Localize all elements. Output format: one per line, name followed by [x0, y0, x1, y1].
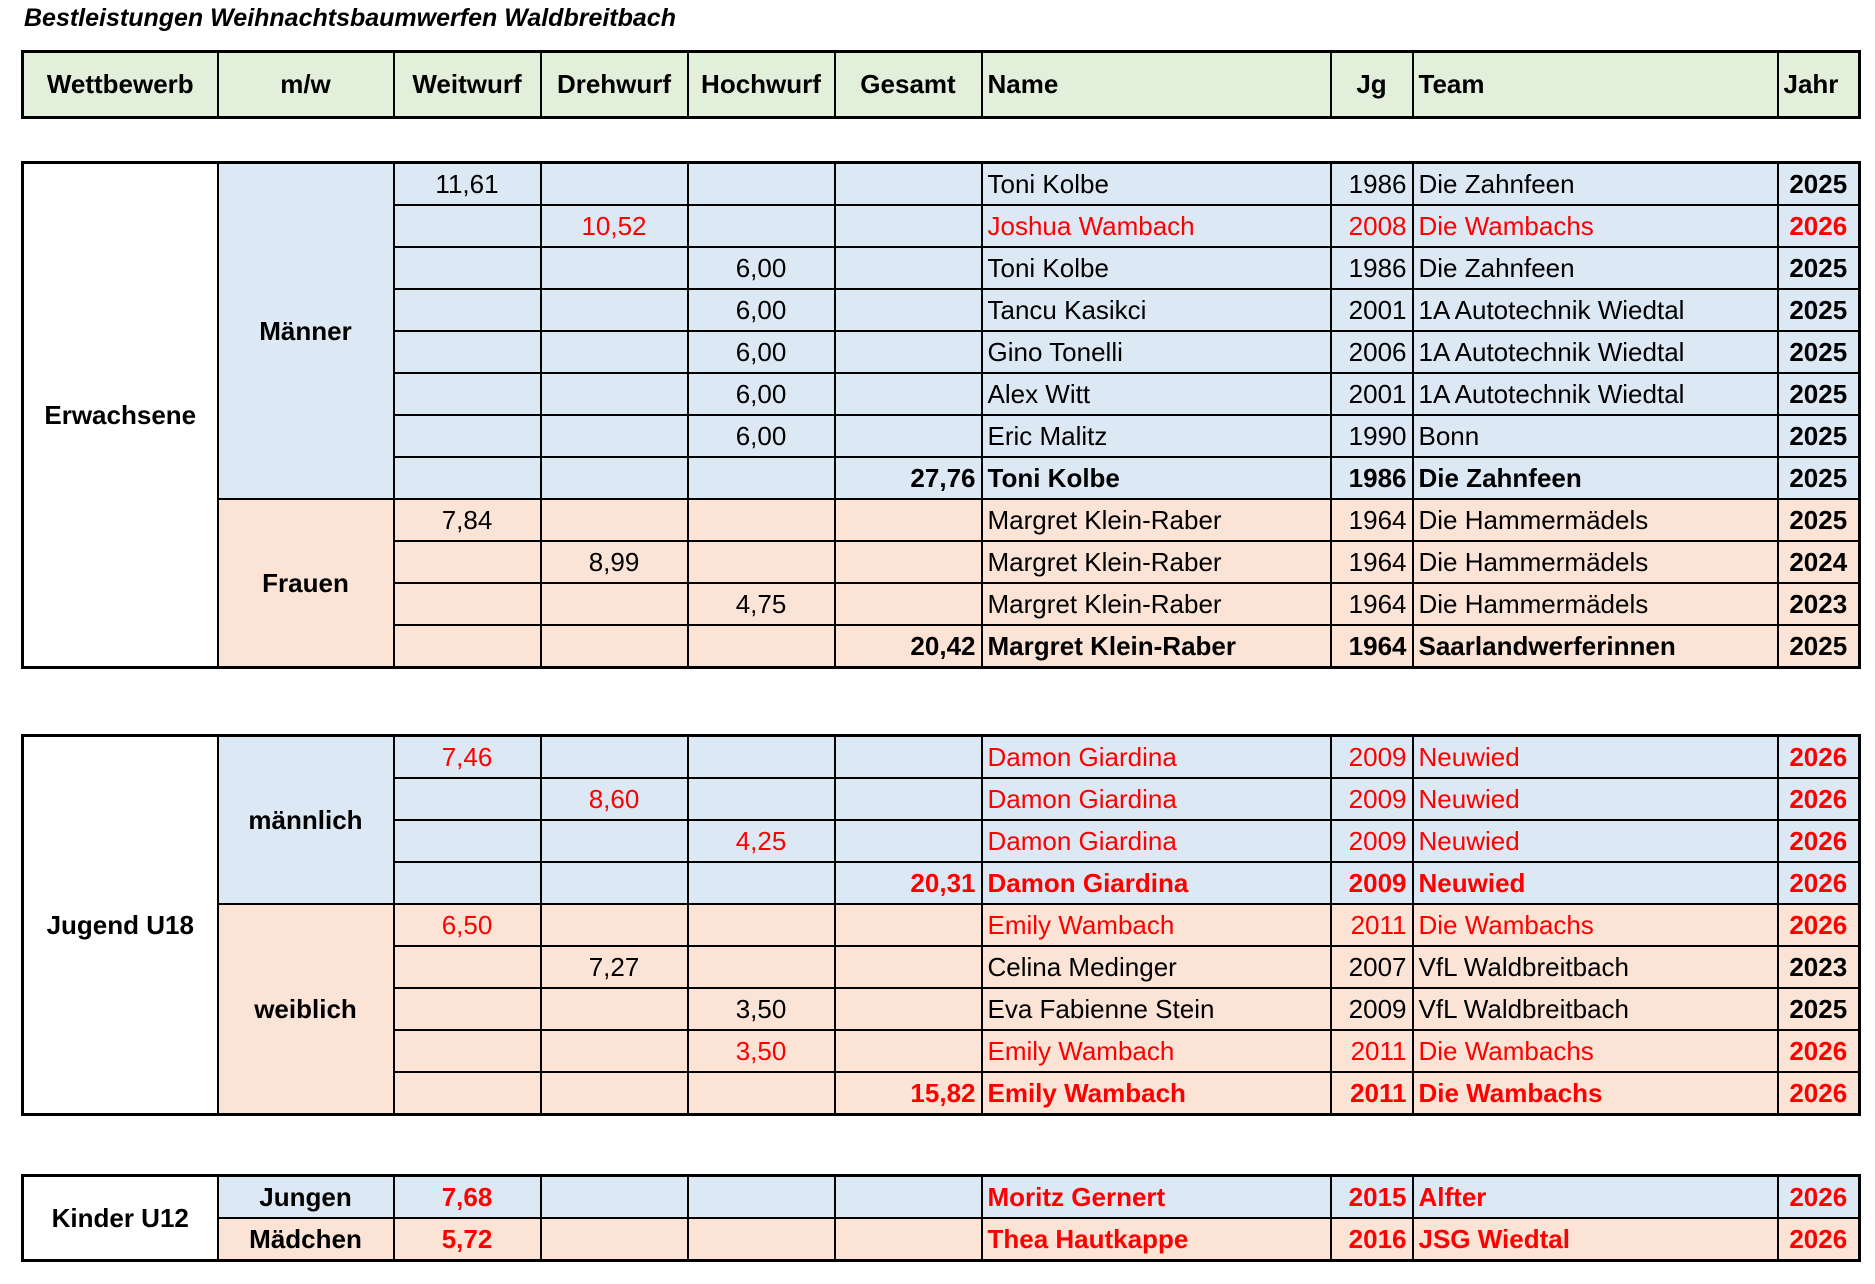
name-cell: Celina Medinger [982, 946, 1331, 988]
hochwurf-cell [688, 205, 835, 247]
jg-cell: 2008 [1331, 205, 1413, 247]
gesamt-cell: 27,76 [835, 457, 982, 499]
gesamt-cell [835, 541, 982, 583]
jahr-cell: 2025 [1778, 625, 1860, 668]
gesamt-cell [835, 415, 982, 457]
group-label: Frauen [218, 499, 394, 668]
team-cell: 1A Autotechnik Wiedtal [1413, 331, 1778, 373]
competition-label: Kinder U12 [23, 1176, 218, 1261]
jahr-cell: 2026 [1778, 1218, 1860, 1261]
jahr-cell: 2025 [1778, 373, 1860, 415]
drehwurf-cell [541, 289, 688, 331]
hochwurf-cell [688, 499, 835, 541]
hochwurf-cell: 4,75 [688, 583, 835, 625]
jg-cell: 2001 [1331, 289, 1413, 331]
gesamt-cell [835, 1218, 982, 1261]
gesamt-cell [835, 205, 982, 247]
table-row [23, 163, 1860, 206]
drehwurf-cell [541, 331, 688, 373]
hochwurf-cell: 3,50 [688, 1030, 835, 1072]
gesamt-cell [835, 778, 982, 820]
weitwurf-cell: 7,46 [394, 736, 541, 779]
drehwurf-cell: 8,99 [541, 541, 688, 583]
name-cell: Emily Wambach [982, 1072, 1331, 1115]
team-cell: VfL Waldbreitbach [1413, 946, 1778, 988]
name-cell: Damon Giardina [982, 862, 1331, 904]
name-cell: Emily Wambach [982, 904, 1331, 946]
weitwurf-cell [394, 457, 541, 499]
drehwurf-cell [541, 499, 688, 541]
team-cell: Neuwied [1413, 820, 1778, 862]
gesamt-cell [835, 1176, 982, 1219]
weitwurf-cell [394, 1072, 541, 1115]
team-cell: Neuwied [1413, 862, 1778, 904]
drehwurf-cell: 8,60 [541, 778, 688, 820]
header-hochwurf: Hochwurf [688, 52, 835, 118]
name-cell: Toni Kolbe [982, 163, 1331, 206]
hochwurf-cell [688, 163, 835, 206]
team-cell: 1A Autotechnik Wiedtal [1413, 373, 1778, 415]
hochwurf-cell [688, 1072, 835, 1115]
gesamt-cell [835, 373, 982, 415]
drehwurf-cell [541, 820, 688, 862]
page-title: Bestleistungen Weihnachtsbaumwerfen Waldbreitbach [24, 4, 676, 32]
name-cell: Joshua Wambach [982, 205, 1331, 247]
hochwurf-cell: 6,00 [688, 247, 835, 289]
weitwurf-cell [394, 778, 541, 820]
jahr-cell: 2026 [1778, 1030, 1860, 1072]
gesamt-cell [835, 736, 982, 779]
header-gesamt: Gesamt [835, 52, 982, 118]
team-cell: Alfter [1413, 1176, 1778, 1219]
team-cell: Die Zahnfeen [1413, 163, 1778, 206]
team-cell: Die Hammermädels [1413, 541, 1778, 583]
hochwurf-cell [688, 946, 835, 988]
team-cell: Neuwied [1413, 736, 1778, 779]
weitwurf-cell: 5,72 [394, 1218, 541, 1261]
group-label: männlich [218, 736, 394, 905]
jg-cell: 2009 [1331, 988, 1413, 1030]
weitwurf-cell [394, 289, 541, 331]
gesamt-cell [835, 163, 982, 206]
hochwurf-cell [688, 862, 835, 904]
table-row [23, 1218, 1860, 1261]
drehwurf-cell [541, 247, 688, 289]
jg-cell: 1964 [1331, 583, 1413, 625]
jg-cell: 1986 [1331, 247, 1413, 289]
jg-cell: 1990 [1331, 415, 1413, 457]
weitwurf-cell: 7,84 [394, 499, 541, 541]
gesamt-cell [835, 499, 982, 541]
header-mw: m/w [218, 52, 394, 118]
gesamt-cell [835, 946, 982, 988]
team-cell: Bonn [1413, 415, 1778, 457]
header-jg: Jg [1331, 52, 1413, 118]
weitwurf-cell [394, 946, 541, 988]
hochwurf-cell [688, 457, 835, 499]
name-cell: Toni Kolbe [982, 457, 1331, 499]
jahr-cell: 2023 [1778, 946, 1860, 988]
jahr-cell: 2025 [1778, 499, 1860, 541]
team-cell: Die Hammermädels [1413, 583, 1778, 625]
jahr-cell: 2026 [1778, 1176, 1860, 1219]
weitwurf-cell: 11,61 [394, 163, 541, 206]
weitwurf-cell: 7,68 [394, 1176, 541, 1219]
hochwurf-cell [688, 778, 835, 820]
team-cell: Die Zahnfeen [1413, 457, 1778, 499]
hochwurf-cell [688, 736, 835, 779]
name-cell: Damon Giardina [982, 820, 1331, 862]
weitwurf-cell [394, 247, 541, 289]
jg-cell: 2016 [1331, 1218, 1413, 1261]
name-cell: Emily Wambach [982, 1030, 1331, 1072]
jg-cell: 2007 [1331, 946, 1413, 988]
jg-cell: 1986 [1331, 457, 1413, 499]
jahr-cell: 2025 [1778, 289, 1860, 331]
gesamt-cell: 20,42 [835, 625, 982, 668]
jahr-cell: 2025 [1778, 415, 1860, 457]
name-cell: Margret Klein-Raber [982, 625, 1331, 668]
hochwurf-cell [688, 625, 835, 668]
header-jahr: Jahr [1778, 52, 1860, 118]
drehwurf-cell [541, 1030, 688, 1072]
jg-cell: 1964 [1331, 625, 1413, 668]
weitwurf-cell [394, 1030, 541, 1072]
team-cell: Die Wambachs [1413, 904, 1778, 946]
name-cell: Damon Giardina [982, 778, 1331, 820]
drehwurf-cell [541, 415, 688, 457]
name-cell: Gino Tonelli [982, 331, 1331, 373]
gesamt-cell [835, 988, 982, 1030]
jahr-cell: 2026 [1778, 205, 1860, 247]
competition-label: Jugend U18 [23, 736, 218, 1115]
drehwurf-cell [541, 625, 688, 668]
gesamt-cell [835, 583, 982, 625]
team-cell: Die Wambachs [1413, 1030, 1778, 1072]
jg-cell: 2009 [1331, 778, 1413, 820]
drehwurf-cell [541, 583, 688, 625]
header-table [21, 50, 1861, 119]
jg-cell: 2009 [1331, 736, 1413, 779]
gesamt-cell: 20,31 [835, 862, 982, 904]
drehwurf-cell [541, 862, 688, 904]
jahr-cell: 2025 [1778, 331, 1860, 373]
team-cell: Die Zahnfeen [1413, 247, 1778, 289]
header-weitwurf: Weitwurf [394, 52, 541, 118]
group-label: Jungen [218, 1176, 394, 1219]
hochwurf-cell: 6,00 [688, 415, 835, 457]
header-drehwurf: Drehwurf [541, 52, 688, 118]
jahr-cell: 2025 [1778, 247, 1860, 289]
drehwurf-cell [541, 1218, 688, 1261]
header-team: Team [1413, 52, 1778, 118]
jahr-cell: 2025 [1778, 163, 1860, 206]
name-cell: Eric Malitz [982, 415, 1331, 457]
group-label: Männer [218, 163, 394, 500]
hochwurf-cell: 6,00 [688, 331, 835, 373]
team-cell: Die Wambachs [1413, 205, 1778, 247]
header-name: Name [982, 52, 1331, 118]
jahr-cell: 2026 [1778, 1072, 1860, 1115]
drehwurf-cell [541, 373, 688, 415]
jahr-cell: 2025 [1778, 988, 1860, 1030]
gesamt-cell: 15,82 [835, 1072, 982, 1115]
jahr-cell: 2026 [1778, 862, 1860, 904]
jahr-cell: 2026 [1778, 904, 1860, 946]
jahr-cell: 2026 [1778, 736, 1860, 779]
jg-cell: 2011 [1331, 1072, 1413, 1115]
name-cell: Tancu Kasikci [982, 289, 1331, 331]
gesamt-cell [835, 289, 982, 331]
name-cell: Margret Klein-Raber [982, 541, 1331, 583]
weitwurf-cell [394, 820, 541, 862]
weitwurf-cell [394, 625, 541, 668]
competition-label: Erwachsene [23, 163, 218, 668]
team-cell: Neuwied [1413, 778, 1778, 820]
weitwurf-cell [394, 415, 541, 457]
jg-cell: 2009 [1331, 862, 1413, 904]
hochwurf-cell [688, 1176, 835, 1219]
team-cell: 1A Autotechnik Wiedtal [1413, 289, 1778, 331]
drehwurf-cell: 10,52 [541, 205, 688, 247]
hochwurf-cell: 6,00 [688, 289, 835, 331]
group-label: weiblich [218, 904, 394, 1115]
gesamt-cell [835, 820, 982, 862]
drehwurf-cell [541, 736, 688, 779]
hochwurf-cell: 3,50 [688, 988, 835, 1030]
name-cell: Toni Kolbe [982, 247, 1331, 289]
weitwurf-cell: 6,50 [394, 904, 541, 946]
drehwurf-cell [541, 904, 688, 946]
name-cell: Margret Klein-Raber [982, 583, 1331, 625]
table-row [23, 499, 1860, 541]
jg-cell: 2011 [1331, 904, 1413, 946]
jg-cell: 1986 [1331, 163, 1413, 206]
section-table [21, 734, 1861, 1116]
jahr-cell: 2026 [1778, 820, 1860, 862]
gesamt-cell [835, 331, 982, 373]
name-cell: Alex Witt [982, 373, 1331, 415]
table-row [23, 1176, 1860, 1219]
team-cell: Die Wambachs [1413, 1072, 1778, 1115]
weitwurf-cell [394, 583, 541, 625]
drehwurf-cell [541, 1176, 688, 1219]
drehwurf-cell: 7,27 [541, 946, 688, 988]
hochwurf-cell [688, 904, 835, 946]
hochwurf-cell [688, 1218, 835, 1261]
jg-cell: 2011 [1331, 1030, 1413, 1072]
header-wettbewerb: Wettbewerb [23, 52, 218, 118]
team-cell: JSG Wiedtal [1413, 1218, 1778, 1261]
gesamt-cell [835, 1030, 982, 1072]
jahr-cell: 2024 [1778, 541, 1860, 583]
jg-cell: 2001 [1331, 373, 1413, 415]
weitwurf-cell [394, 988, 541, 1030]
hochwurf-cell: 4,25 [688, 820, 835, 862]
name-cell: Damon Giardina [982, 736, 1331, 779]
jg-cell: 1964 [1331, 499, 1413, 541]
table-row [23, 736, 1860, 779]
jahr-cell: 2026 [1778, 778, 1860, 820]
weitwurf-cell [394, 862, 541, 904]
name-cell: Thea Hautkappe [982, 1218, 1331, 1261]
weitwurf-cell [394, 541, 541, 583]
gesamt-cell [835, 904, 982, 946]
section-table [21, 161, 1861, 669]
team-cell: VfL Waldbreitbach [1413, 988, 1778, 1030]
name-cell: Margret Klein-Raber [982, 499, 1331, 541]
jg-cell: 2006 [1331, 331, 1413, 373]
drehwurf-cell [541, 457, 688, 499]
drehwurf-cell [541, 1072, 688, 1115]
jahr-cell: 2025 [1778, 457, 1860, 499]
team-cell: Die Hammermädels [1413, 499, 1778, 541]
weitwurf-cell [394, 205, 541, 247]
name-cell: Eva Fabienne Stein [982, 988, 1331, 1030]
jahr-cell: 2023 [1778, 583, 1860, 625]
table-row [23, 904, 1860, 946]
weitwurf-cell [394, 331, 541, 373]
team-cell: Saarlandwerferinnen [1413, 625, 1778, 668]
section-table [21, 1174, 1861, 1262]
jg-cell: 2009 [1331, 820, 1413, 862]
hochwurf-cell [688, 541, 835, 583]
name-cell: Moritz Gernert [982, 1176, 1331, 1219]
jg-cell: 2015 [1331, 1176, 1413, 1219]
drehwurf-cell [541, 163, 688, 206]
drehwurf-cell [541, 988, 688, 1030]
weitwurf-cell [394, 373, 541, 415]
jg-cell: 1964 [1331, 541, 1413, 583]
gesamt-cell [835, 247, 982, 289]
group-label: Mädchen [218, 1218, 394, 1261]
hochwurf-cell: 6,00 [688, 373, 835, 415]
